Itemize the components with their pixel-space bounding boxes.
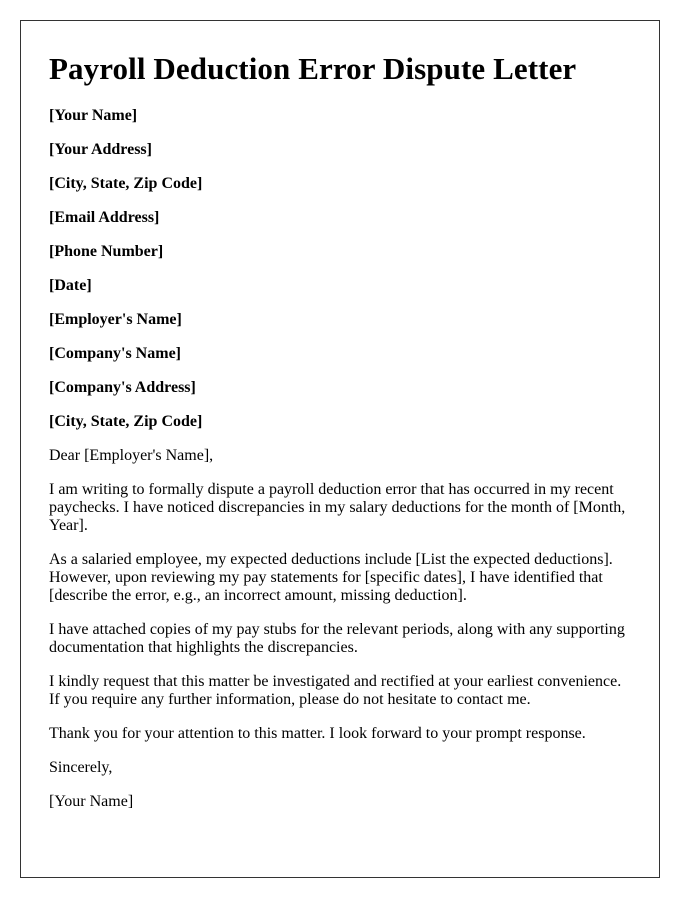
body-paragraph: As a salaried employee, my expected deductions include [List the expected deductions]. However, upon reviewing my pay statements for [specific dates], I have identified that [describe the error, e.g., an incorrect amount, missing deduction]. <box>49 551 613 604</box>
sender-address: [Your Address] <box>49 141 152 158</box>
salutation: Dear [Employer's Name], <box>49 447 214 464</box>
recipient-employer-name: [Employer's Name] <box>49 311 182 328</box>
sender-city-state-zip: [City, State, Zip Code] <box>49 175 203 192</box>
sender-name: [Your Name] <box>49 107 138 124</box>
letter-container <box>20 20 660 878</box>
closing: Sincerely, <box>49 759 113 776</box>
body-paragraph: I have attached copies of my pay stubs for the relevant periods, along with any supporting documentation that highlights the discrepancies. <box>49 621 625 656</box>
recipient-city-state-zip: [City, State, Zip Code] <box>49 413 203 430</box>
letter-title: Payroll Deduction Error Dispute Letter <box>49 51 577 86</box>
signature: [Your Name] <box>49 793 134 810</box>
body-paragraph: Thank you for your attention to this matter. I look forward to your prompt response. <box>49 725 586 742</box>
recipient-company-name: [Company's Name] <box>49 345 181 362</box>
body-paragraph: I kindly request that this matter be investigated and rectified at your earliest convenience. If you require any further information, please do not hesitate to contact me. <box>49 673 622 708</box>
recipient-company-address: [Company's Address] <box>49 379 196 396</box>
body-paragraph: I am writing to formally dispute a payroll deduction error that has occurred in my recent paychecks. I have noticed discrepancies in my salary deductions for the month of [Month, Year]. <box>49 481 626 534</box>
sender-email: [Email Address] <box>49 209 160 226</box>
sender-phone: [Phone Number] <box>49 243 164 260</box>
letter-date: [Date] <box>49 277 92 294</box>
